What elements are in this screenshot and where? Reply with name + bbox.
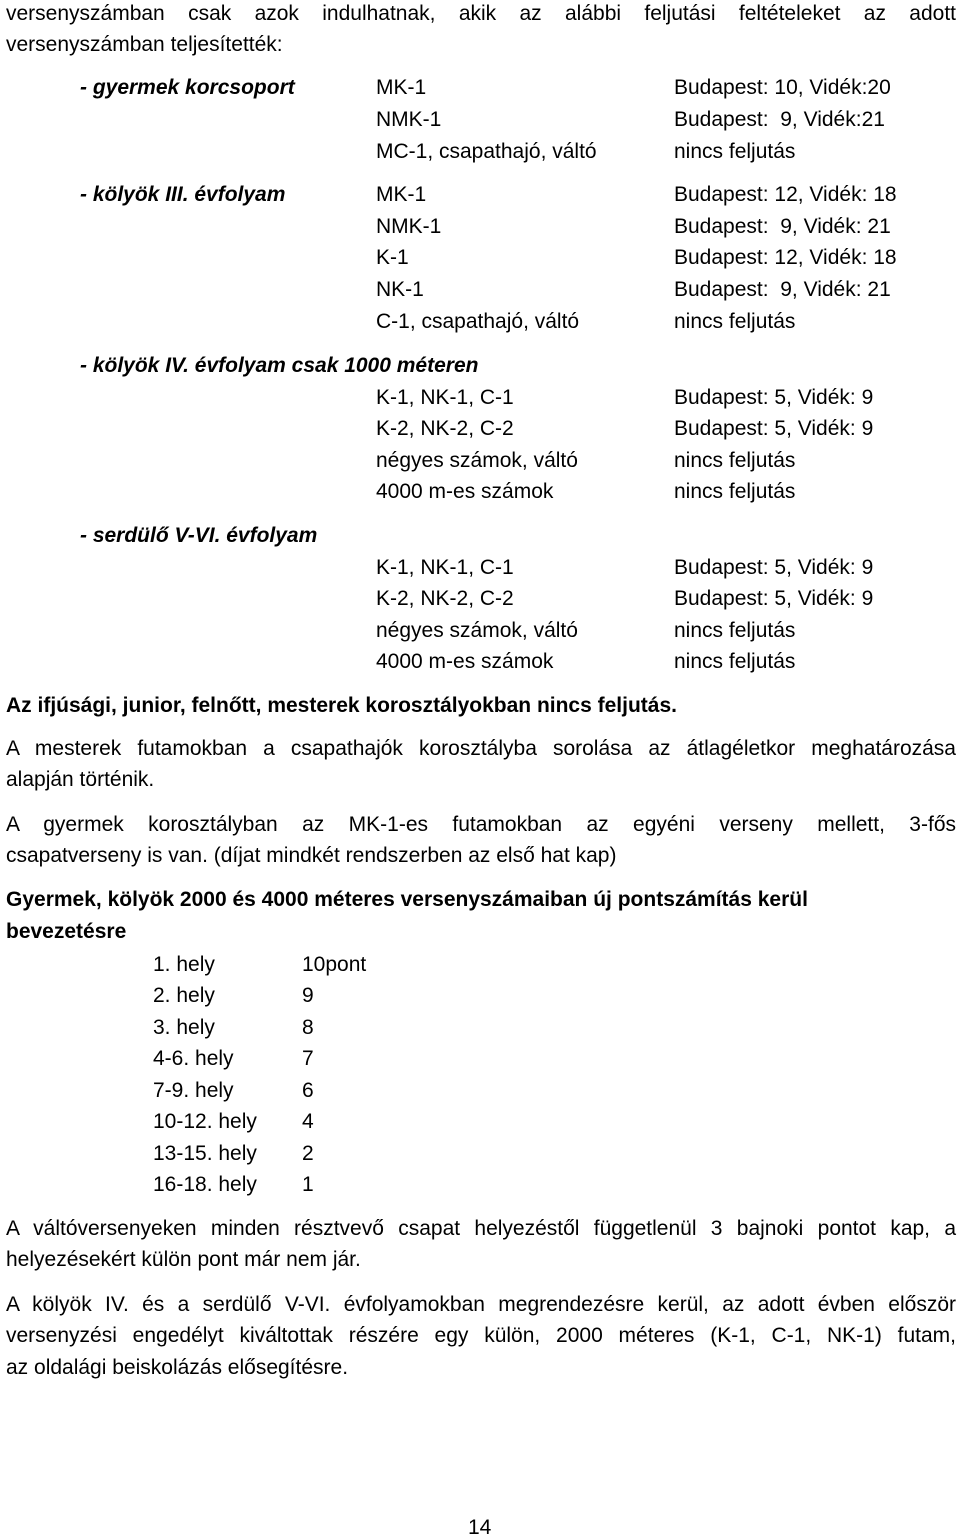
quota-cell: Budapest: 5, Vidék: 9 xyxy=(674,556,874,579)
relay-note-line-1: A váltóversenyeken minden résztvevő csapat helyezéstől függetlenül 3 bajnoki pontot kap, a xyxy=(6,1217,956,1240)
quota-cell: Budapest: 12, Vidék: 18 xyxy=(674,183,897,206)
event-cell: MC-1, csapathajó, váltó xyxy=(376,140,597,163)
category-label: - serdülő V-VI. évfolyam xyxy=(80,524,318,547)
intro-line-2: versenyszámban teljesítették: xyxy=(6,33,283,56)
kids-note-line-2: csapatverseny is van. (díjat mindkét rendszerben az első hat kap) xyxy=(6,844,617,867)
event-cell: 4000 m-es számok xyxy=(376,480,554,503)
points-place: 13-15. hely xyxy=(153,1142,257,1165)
quota-cell: Budapest: 10, Vidék:20 xyxy=(674,76,891,99)
event-cell: NMK-1 xyxy=(376,108,442,131)
points-place: 7-9. hely xyxy=(153,1079,234,1102)
quota-cell: Budapest: 9, Vidék: 21 xyxy=(674,215,891,238)
event-cell: K-2, NK-2, C-2 xyxy=(376,417,514,440)
points-place: 10-12. hely xyxy=(153,1110,257,1133)
event-cell: K-1 xyxy=(376,246,409,269)
event-cell: MK-1 xyxy=(376,76,427,99)
quota-cell: nincs feljutás xyxy=(674,650,796,673)
event-cell: NMK-1 xyxy=(376,215,442,238)
intro-line-1: versenyszámban csak azok indulhatnak, akik az alábbi feljutási feltételeket az adott xyxy=(6,2,956,25)
quota-cell: Budapest: 5, Vidék: 9 xyxy=(674,386,874,409)
event-cell: MK-1 xyxy=(376,183,427,206)
quota-cell: nincs feljutás xyxy=(674,619,796,642)
kids-note-line-1: A gyermek korosztályban az MK-1-es futamokban az egyéni verseny mellett, 3-fős xyxy=(6,813,956,836)
quota-cell: Budapest: 9, Vidék: 21 xyxy=(674,278,891,301)
event-cell: négyes számok, váltó xyxy=(376,449,578,472)
quota-cell: nincs feljutás xyxy=(674,480,796,503)
quota-cell: nincs feljutás xyxy=(674,310,796,333)
points-value: 6 xyxy=(302,1079,314,1102)
extra-race-note-line-3: az oldalági beiskolázás elősegítésre. xyxy=(6,1356,349,1379)
points-value: 10pont xyxy=(302,953,367,976)
event-cell: K-1, NK-1, C-1 xyxy=(376,556,514,579)
extra-race-note-line-1: A kölyök IV. és a serdülő V-VI. évfolyamokban megrendezésre kerül, az adott évben először xyxy=(6,1293,956,1316)
points-value: 9 xyxy=(302,984,314,1007)
masters-note-line-2: alapján történik. xyxy=(6,768,155,791)
quota-cell: Budapest: 12, Vidék: 18 xyxy=(674,246,897,269)
points-place: 16-18. hely xyxy=(153,1173,257,1196)
masters-note-line-1: A mesterek futamokban a csapathajók korosztályba sorolása az átlagéletkor meghatározása xyxy=(6,737,956,760)
points-place: 3. hely xyxy=(153,1016,215,1039)
points-place: 4-6. hely xyxy=(153,1047,234,1070)
extra-race-note-line-2: versenyzési engedélyt kiváltottak részére egy külön, 2000 méteres (K-1, C-1, NK-1) futam, xyxy=(6,1324,956,1347)
event-cell: NK-1 xyxy=(376,278,424,301)
event-cell: K-1, NK-1, C-1 xyxy=(376,386,514,409)
points-value: 4 xyxy=(302,1110,314,1133)
page-number: 14 xyxy=(468,1516,492,1539)
relay-note-line-2: helyezésekért külön pont már nem jár. xyxy=(6,1248,361,1271)
quota-cell: nincs feljutás xyxy=(674,449,796,472)
no-qualification-note: Az ifjúsági, junior, felnőtt, mesterek korosztályokban nincs feljutás. xyxy=(6,694,677,717)
quota-cell: nincs feljutás xyxy=(674,140,796,163)
points-value: 1 xyxy=(302,1173,314,1196)
points-value: 8 xyxy=(302,1016,314,1039)
quota-cell: Budapest: 5, Vidék: 9 xyxy=(674,587,874,610)
category-label: - kölyök III. évfolyam xyxy=(80,183,286,206)
event-cell: 4000 m-es számok xyxy=(376,650,554,673)
category-label: - kölyök IV. évfolyam csak 1000 méteren xyxy=(80,354,479,377)
points-value: 2 xyxy=(302,1142,314,1165)
quota-cell: Budapest: 5, Vidék: 9 xyxy=(674,417,874,440)
event-cell: C-1, csapathajó, váltó xyxy=(376,310,580,333)
event-cell: négyes számok, váltó xyxy=(376,619,578,642)
points-heading-line-2: bevezetésre xyxy=(6,920,127,943)
event-cell: K-2, NK-2, C-2 xyxy=(376,587,514,610)
points-place: 1. hely xyxy=(153,953,215,976)
points-place: 2. hely xyxy=(153,984,215,1007)
points-value: 7 xyxy=(302,1047,314,1070)
category-label: - gyermek korcsoport xyxy=(80,76,295,99)
quota-cell: Budapest: 9, Vidék:21 xyxy=(674,108,885,131)
points-heading-line-1: Gyermek, kölyök 2000 és 4000 méteres versenyszámaiban új pontszámítás kerül xyxy=(6,888,808,911)
